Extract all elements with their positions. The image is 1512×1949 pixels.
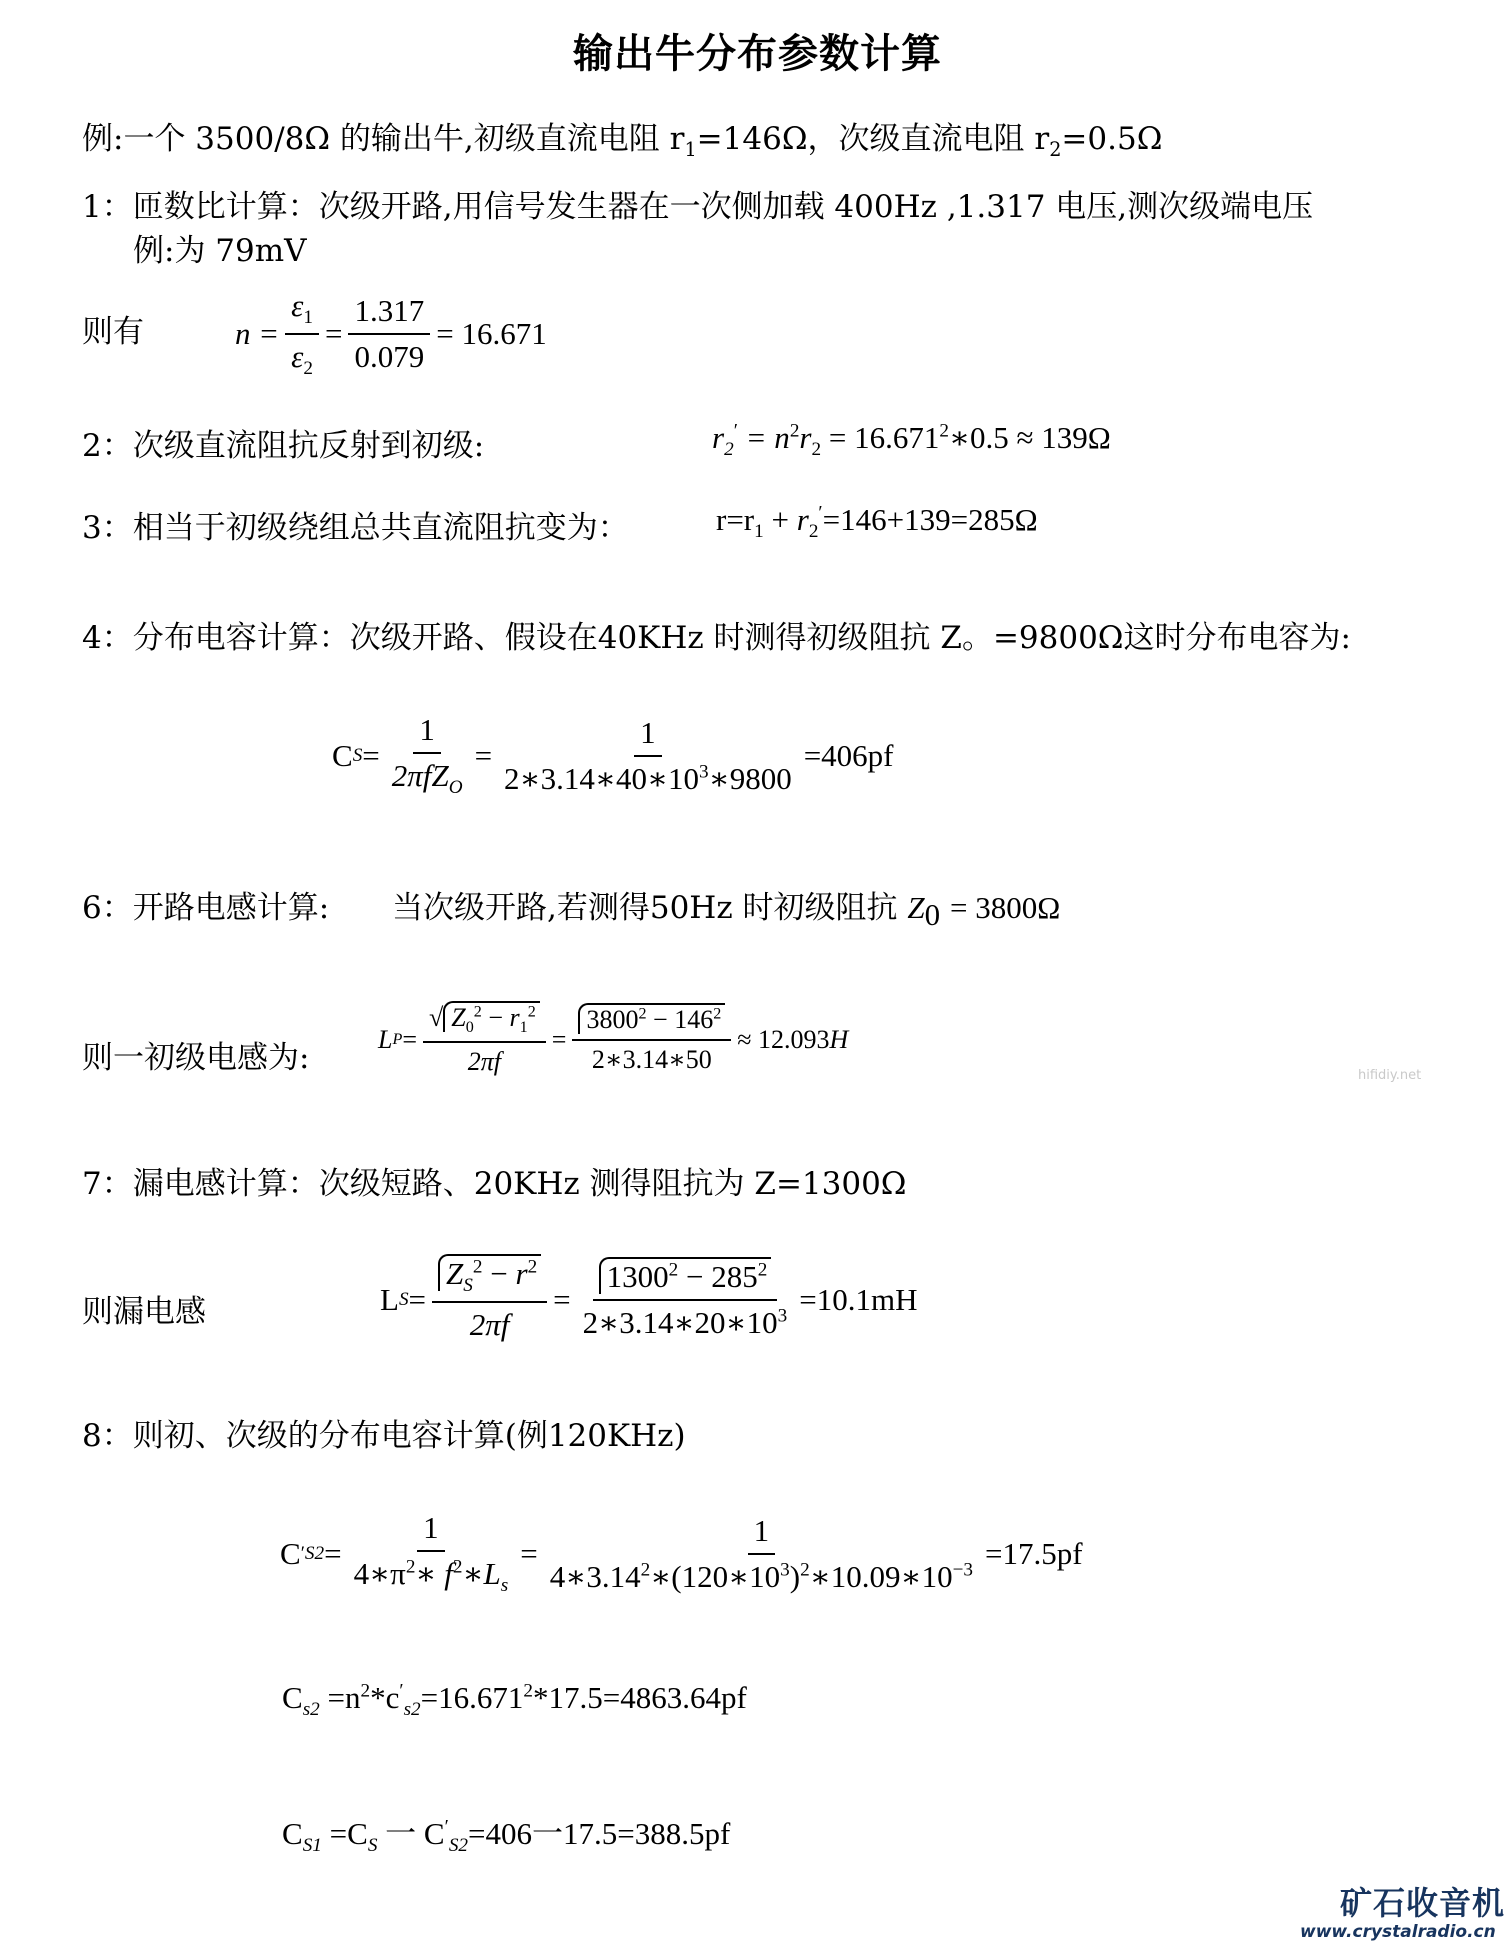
lp-r: r xyxy=(509,1003,520,1032)
example-text-c: =0.5Ω xyxy=(1061,121,1163,157)
cs2-sub: S2 xyxy=(304,1542,325,1564)
cs-fraction-1 xyxy=(386,712,469,799)
total-r2: r xyxy=(796,502,809,537)
eps2: ε xyxy=(291,339,304,375)
brand-watermark: 矿石收音机 xyxy=(1340,1884,1506,1922)
lp-num2b-sup: 2 xyxy=(713,1005,722,1023)
section-8-text: 8：则初、次级的分布电容计算(例120KHz) xyxy=(82,1418,686,1454)
cs1-a-sub: S xyxy=(367,1835,378,1857)
section-3-text: 3：相当于初级绕组总共直流阻抗变为： xyxy=(82,510,629,546)
lp-z: Z xyxy=(451,1003,466,1032)
formula-n: n = xyxy=(235,316,280,352)
distributed-capacitance-formula: C S = $\frac{1}{2\pi fZ_O}$ = $\frac{1}{2∗3.14∗40∗10^3∗9800}$ =406pf xyxy=(332,712,894,799)
cs: C xyxy=(332,737,353,773)
ls-result: =10.1mH xyxy=(799,1281,918,1317)
lp-result: ≈ 12.093 xyxy=(737,1025,830,1055)
cs2-reflected-formula: $C_{s2} =n^2*c'_{s2}=16.671^2*17.5=4863.64pf$ xyxy=(282,1680,747,1721)
cs2r-c2-sup: 2 xyxy=(523,1680,533,1702)
ls-z-sub: S xyxy=(463,1275,473,1297)
z0-sub: 0 xyxy=(924,897,941,933)
lp-num2a-sup: 2 xyxy=(638,1005,647,1023)
eq-r2: r xyxy=(799,420,812,455)
cs-den2-sup: 3 xyxy=(699,761,709,783)
section-1-line2: 例:为 79mV xyxy=(133,233,307,269)
cs-num1: 1 xyxy=(413,712,441,754)
cs2-fraction-2 xyxy=(544,1513,979,1595)
cs2-den-b-sup: 2 xyxy=(452,1556,463,1578)
r2p: r xyxy=(712,420,725,455)
cs2-den2d-sup: −3 xyxy=(952,1559,974,1581)
ls-sub: S xyxy=(398,1288,409,1310)
ls-r-sup: 2 xyxy=(527,1256,538,1278)
cs-result: =406pf xyxy=(803,737,894,773)
ls-z: Z xyxy=(446,1256,464,1291)
cs1-a: =C xyxy=(329,1816,368,1851)
total-r: r=r xyxy=(716,502,755,537)
cs2r-a: =n xyxy=(327,1680,361,1715)
example-text-a: 例:一个 3500/8Ω 的输出牛,初级直流电阻 r xyxy=(82,121,685,157)
cs2-c: C xyxy=(280,1535,301,1571)
cs1-b-sub: S2 xyxy=(448,1835,469,1857)
eps1-sub: 1 xyxy=(303,307,313,329)
section-7-label: 则漏电感 xyxy=(82,1294,206,1330)
cs2-den2c: ) xyxy=(789,1558,801,1594)
voltage-den: 0.079 xyxy=(354,339,425,375)
cs2-den-b: ∗ f xyxy=(415,1556,453,1591)
primary-inductance-formula: L P = $\frac{√ Z_0^2 - r_1^2}{2\pi f}$ = $\frac{3800^2 - 146^2}{2∗3.14∗50}$ ≈ 12.093 H xyxy=(378,1003,849,1077)
r2p-sub: 2 xyxy=(724,439,734,461)
cs2r-b-sub: s2 xyxy=(403,1699,421,1721)
reflected-resistance-formula: $r_2' = n^2r_2$ = $16.671^2∗0.5 \approx 139\Omega$ xyxy=(712,420,1111,461)
leakage-inductance-formula: L S = $\frac{Z_S^2 - r^2}{2\pi f}$ = $\frac{1300^2 - 285^2}{2∗3.14∗20∗10^3}$ =10.1mH xyxy=(380,1256,918,1343)
cs2r-c: C xyxy=(282,1680,303,1715)
cs2-den-c: ∗L xyxy=(462,1556,501,1591)
faint-watermark: hifidiy.net xyxy=(1358,1068,1422,1083)
eq-r2-sub: 2 xyxy=(811,439,822,461)
cs1-b: 一 C xyxy=(385,1816,445,1851)
lp-z-sup: 2 xyxy=(473,1003,482,1021)
cs1-sub: S1 xyxy=(302,1835,322,1857)
ls-num2a: 1300 xyxy=(606,1258,669,1294)
ls-num2b: 285 xyxy=(711,1258,758,1294)
cs-den1a: 2πf xyxy=(391,758,432,793)
example-text-b: =146Ω，次级直流电阻 r xyxy=(696,121,1050,157)
eq-value-sup: 2 xyxy=(939,420,949,442)
lp-sub: P xyxy=(392,1031,403,1049)
eq-tail: ∗0.5 ≈ 139Ω xyxy=(948,420,1111,455)
cs2-den2c-sup: 2 xyxy=(800,1559,810,1581)
eps2-sub: 2 xyxy=(303,358,313,380)
total-r-sub: 1 xyxy=(754,521,764,543)
lp-fraction-1: $\frac{√ Z_0^2 - r_1^2}{2\pi f}$ xyxy=(423,1003,546,1077)
cs2r-tail: *17.5=4863.64pf xyxy=(533,1680,747,1715)
total-plus: + xyxy=(771,502,797,537)
lp-r-sub: 1 xyxy=(519,1019,528,1037)
ls-den1: 2πf xyxy=(469,1307,510,1343)
eps1: ε xyxy=(291,288,304,323)
voltage-num: 1.317 xyxy=(348,293,430,335)
turns-ratio-formula: n = $\frac{\varepsilon_1}{\varepsilon_2}$ = $\frac{1.317}{0.079}$ = 16.671 xyxy=(235,288,547,380)
lp-fraction-2: $\frac{3800^2 - 146^2}{2∗3.14∗50}$ xyxy=(572,1005,731,1075)
cs2-den2b-sup: 3 xyxy=(780,1559,790,1581)
cs-den2a: 2∗3.14∗40∗10 xyxy=(504,760,700,796)
cs2-den2a: 4∗3.14 xyxy=(549,1558,641,1594)
cs2r-c2: =16.671 xyxy=(420,1680,524,1715)
cs2-result: =17.5pf xyxy=(985,1535,1083,1571)
cs2-formula: C ′ S2 = $\frac{1}{4∗\pi^2∗ f^2∗L_s}$ = $\frac{1}{4∗3.14^2∗(120∗10^3)^2∗10.09∗10^{-3}}$ =17.5pf xyxy=(280,1510,1083,1597)
section-1-line1: 1：匝数比计算：次级开路,用信号发生器在一次侧加载 400Hz ,1.317 电压,测次级端电压 xyxy=(82,189,1314,225)
ls-den2: 2∗3.14∗20∗10 xyxy=(582,1304,778,1340)
lp-z-sub: 0 xyxy=(465,1019,474,1037)
brand-url: www.crystalradio.cn xyxy=(1300,1922,1496,1942)
example-sub1: 1 xyxy=(684,138,697,162)
cs2-den2b: ∗(120∗10 xyxy=(650,1558,781,1594)
turns-ratio-result: = 16.671 xyxy=(436,316,547,352)
lp-den1: 2πf xyxy=(467,1047,501,1077)
cs2-den-a-sup: 2 xyxy=(405,1556,416,1578)
cs-den1b-sub: O xyxy=(448,777,463,799)
cs2r-sub: s2 xyxy=(302,1699,320,1721)
cs1-formula: $C_{S1} =C_S$ 一 $C'_{S2}=406$一17.5=388.5pf xyxy=(282,1816,731,1857)
lp-r-sup: 2 xyxy=(527,1003,536,1021)
eq-n: = n xyxy=(745,420,790,455)
ls-z-sup: 2 xyxy=(472,1256,483,1278)
cs2r-a-sup: 2 xyxy=(360,1680,371,1702)
ls: L xyxy=(380,1281,399,1317)
section-6-cond: 当次级开路,若测得50Hz 时初级阻抗 xyxy=(392,890,898,926)
ls-num2b-sup: 2 xyxy=(757,1259,768,1281)
cs2-num2: 1 xyxy=(748,1513,776,1555)
voltage-fraction xyxy=(348,293,430,375)
page-title: 输出牛分布参数计算 xyxy=(573,30,942,77)
cs1-tail: =406一17.5=388.5pf xyxy=(468,1816,731,1851)
ls-fraction-1: $\frac{Z_S^2 - r^2}{2\pi f}$ xyxy=(432,1256,547,1343)
ls-num2a-sup: 2 xyxy=(668,1259,679,1281)
example-line xyxy=(82,113,1162,161)
eps-fraction xyxy=(285,288,319,380)
cs2-fraction-1 xyxy=(348,1510,515,1597)
eq-value: = 16.671 xyxy=(828,420,940,455)
cs2-den-c-sub: s xyxy=(500,1575,509,1597)
example-sub2: 2 xyxy=(1049,138,1062,162)
z0: Z xyxy=(907,890,925,925)
lp-den2: 2∗3.14∗50 xyxy=(591,1045,712,1075)
eq-n-sup: 2 xyxy=(789,420,800,442)
cs-num2: 1 xyxy=(634,715,662,757)
lp: L xyxy=(378,1025,393,1055)
total-r2-sub: 2 xyxy=(808,521,819,543)
section-6-text2 xyxy=(392,882,1060,933)
cs-sub: S xyxy=(352,744,363,766)
section-4-text: 4：分布电容计算：次级开路、假设在40KHz 时测得初级阻抗 Z。=9800Ω这时分布电容为: xyxy=(82,620,1351,656)
ls-fraction-2: $\frac{1300^2 - 285^2}{2∗3.14∗20∗10^3}$ xyxy=(582,1258,788,1340)
section-6-text: 6：开路电感计算: xyxy=(82,890,330,926)
section-2-text: 2：次级直流阻抗反射到初级: xyxy=(82,428,485,464)
cs2-den2d: ∗10.09∗10 xyxy=(809,1558,953,1594)
lp-unit: H xyxy=(829,1025,849,1055)
lp-num2b: 146 xyxy=(674,1005,714,1035)
section-1-label: 则有 xyxy=(82,314,144,350)
cs1-c: C xyxy=(282,1816,303,1851)
cs2-den-a: 4∗π xyxy=(353,1556,406,1591)
z0-value: = 3800Ω xyxy=(950,890,1061,925)
ls-r: r xyxy=(515,1256,528,1291)
cs-den2b: ∗9800 xyxy=(708,760,792,796)
cs-den1b: Z xyxy=(431,758,449,793)
total-resistance-formula: $r=r_1 + r_2'=146+139=285\Omega$ xyxy=(716,502,1038,543)
total-tail: =146+139=285Ω xyxy=(822,502,1038,537)
cs2-den2a-sup: 2 xyxy=(640,1559,651,1581)
lp-num2a: 3800 xyxy=(586,1005,639,1035)
cs2r-b: *c xyxy=(370,1680,400,1715)
cs-fraction-2 xyxy=(498,715,798,797)
section-7-text: 7：漏电感计算：次级短路、20KHz 测得阻抗为 Z=1300Ω xyxy=(82,1166,907,1202)
ls-den2-sup: 3 xyxy=(777,1305,788,1327)
cs2-num1: 1 xyxy=(417,1510,445,1552)
section-6-label: 则一初级电感为: xyxy=(82,1040,310,1076)
